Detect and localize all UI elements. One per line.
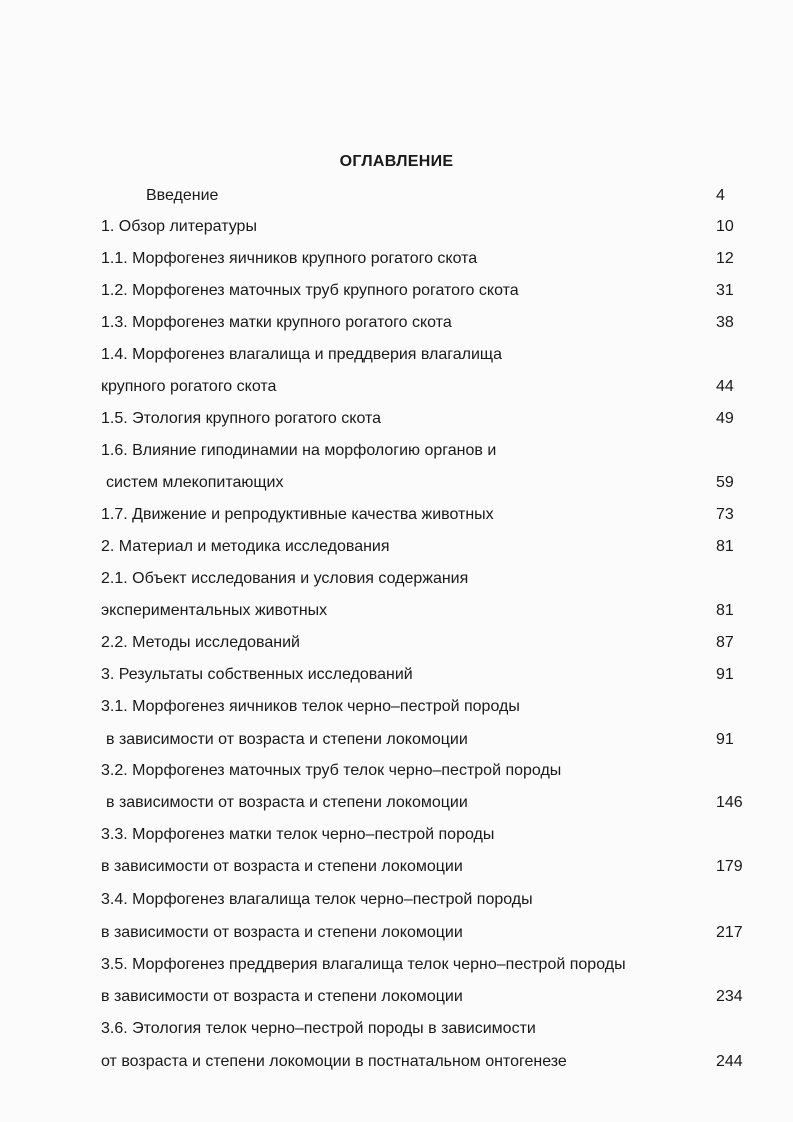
toc-entry-text: 2.1. Объект исследования и условия содержания	[101, 570, 469, 587]
toc-entry-text: 3.3. Морфогенез матки телок черно–пестрой породы	[101, 826, 495, 843]
toc-entry	[0, 280, 793, 302]
toc-entry-text: систем млекопитающих	[106, 474, 284, 491]
toc-entry	[0, 664, 793, 686]
toc-entry-text: 1. Обзор литературы	[101, 218, 257, 235]
toc-entry-text: 1.1. Морфогенез яичников крупного рогатого скота	[101, 250, 478, 267]
toc-entry-page: 44	[716, 378, 734, 395]
toc-entry	[0, 216, 793, 238]
toc-entry-text: 1.3. Морфогенез матки крупного рогатого скота	[101, 314, 452, 331]
toc-entry	[0, 440, 793, 462]
toc-entry-page: 38	[716, 314, 734, 331]
toc-entry-page: 87	[716, 634, 734, 651]
page-title: ОГЛАВЛЕНИЕ	[339, 153, 454, 170]
toc-entry-page: 10	[716, 218, 734, 235]
toc-entry-page: 4	[716, 187, 725, 204]
toc-entry-text: 1.6. Влияние гиподинамии на морфологию органов и	[101, 442, 497, 459]
toc-entry-page: 244	[716, 1053, 743, 1070]
toc-entry-text: в зависимости от возраста и степени локомоции	[106, 731, 468, 748]
toc-entry-page: 31	[716, 282, 734, 299]
toc-entry-text: 3.4. Морфогенез влагалища телок черно–пестрой породы	[101, 891, 533, 908]
toc-entry-text: в зависимости от возраста и степени локомоции	[101, 988, 463, 1005]
toc-entry-page: 179	[716, 858, 743, 875]
toc-entry-text: в зависимости от возраста и степени локомоции	[101, 924, 463, 941]
toc-entry	[0, 729, 793, 751]
toc-entry-text: 1.2. Морфогенез маточных труб крупного рогатого скота	[101, 282, 519, 299]
toc-entry	[0, 185, 793, 207]
toc-entry	[0, 986, 793, 1008]
toc-entry	[0, 344, 793, 366]
toc-entry-page: 91	[716, 666, 734, 683]
toc-entry	[0, 568, 793, 590]
toc-entry-text: в зависимости от возраста и степени локомоции	[106, 794, 468, 811]
toc-entry	[0, 1018, 793, 1040]
toc-entry-text: 2.2. Методы исследований	[101, 634, 300, 651]
toc-entry	[0, 792, 793, 814]
toc-entry	[0, 954, 793, 976]
toc-entry-text: крупного рогатого скота	[101, 378, 277, 395]
toc-entry	[0, 760, 793, 782]
toc-entry-text: 3. Результаты собственных исследований	[101, 666, 413, 683]
toc-entry	[0, 536, 793, 558]
toc-entry-text: 3.1. Морфогенез яичников телок черно–пестрой породы	[101, 698, 520, 715]
toc-entry-page: 81	[716, 538, 734, 555]
toc-entry	[0, 504, 793, 526]
toc-entry-text: в зависимости от возраста и степени локомоции	[101, 858, 463, 875]
toc-entry-text: 3.2. Морфогенез маточных труб телок черно–пестрой породы	[101, 762, 562, 779]
toc-entry-text: экспериментальных животных	[101, 602, 328, 619]
toc-entry	[0, 312, 793, 334]
toc-entry	[0, 1051, 793, 1073]
toc-entry	[0, 696, 793, 718]
toc-entry	[0, 922, 793, 944]
toc-entry-page: 146	[716, 794, 743, 811]
toc-entry	[0, 600, 793, 622]
toc-entry-text: 1.7. Движение и репродуктивные качества животных	[101, 506, 494, 523]
toc-entry	[0, 889, 793, 911]
toc-entry-page: 91	[716, 731, 734, 748]
toc-entry	[0, 248, 793, 270]
toc-entry-page: 73	[716, 506, 734, 523]
toc-entry-page: 59	[716, 474, 734, 491]
toc-entry-text: 3.5. Морфогенез преддверия влагалища телок черно–пестрой породы	[101, 956, 626, 973]
toc-entry	[0, 408, 793, 430]
toc-entry-text: 1.4. Морфогенез влагалища и преддверия влагалища	[101, 346, 502, 363]
toc-entry	[0, 856, 793, 878]
toc-entry-text: 2. Материал и методика исследования	[101, 538, 390, 555]
toc-entry-text: от возраста и степени локомоции в постнатальном онтогенезе	[101, 1053, 567, 1070]
toc-entry-page: 217	[716, 924, 743, 941]
toc-entry-page: 234	[716, 988, 743, 1005]
toc-entry-text: 1.5. Этология крупного рогатого скота	[101, 410, 382, 427]
toc-entry	[0, 376, 793, 398]
toc-entry-page: 81	[716, 602, 734, 619]
toc-entry-text: Введение	[146, 187, 219, 204]
toc-entry	[0, 472, 793, 494]
toc-entry-text: 3.6. Этология телок черно–пестрой породы в зависимости	[101, 1020, 536, 1037]
toc-entry	[0, 632, 793, 654]
toc-entry-page: 49	[716, 410, 734, 427]
toc-entry-page: 12	[716, 250, 734, 267]
toc-entry	[0, 824, 793, 846]
